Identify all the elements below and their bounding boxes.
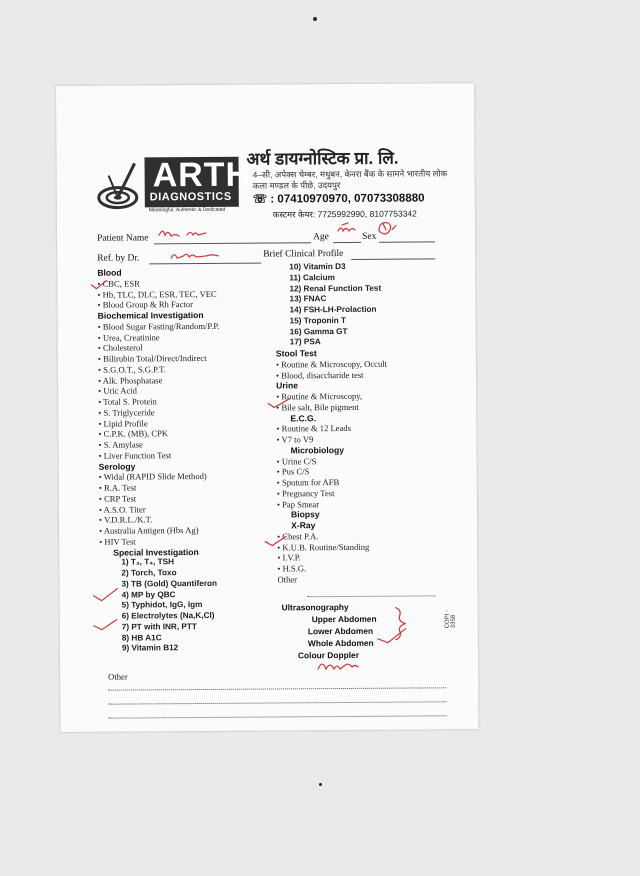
- test-item: • Hb, TLC, DLC, ESR, TEC, VEC: [97, 288, 219, 300]
- section-heading: Biochemical Investigation: [97, 309, 204, 321]
- test-item: • Routine & 12 Leads: [276, 423, 387, 435]
- test-item: • Blood, disaccharide test: [276, 369, 387, 381]
- test-item: • S. Amylase: [98, 439, 220, 451]
- section-heading: Serology: [98, 460, 136, 472]
- test-item: 11) Calcium: [289, 272, 335, 283]
- test-item: • V7 to V9: [276, 434, 387, 446]
- test-item: 2) Torch, Toxo: [121, 568, 177, 578]
- test-item: 5) Typhidot, IgG, Igm: [121, 600, 203, 610]
- usg-lower-abdomen: Lower Abdomen: [307, 625, 374, 637]
- phone-numbers: ☏ : 07410970970, 07073308880: [252, 192, 425, 206]
- test-item: • Bile salt, Bile pigment: [276, 401, 387, 413]
- other-label: Other: [108, 671, 128, 682]
- sex-circle-mark: [379, 223, 396, 234]
- other-line-3: [108, 715, 446, 718]
- usg-title: Ultrasonography: [281, 601, 349, 613]
- speck: [319, 783, 322, 786]
- ref-by-line: [149, 263, 261, 265]
- sex-label: Sex: [362, 231, 377, 242]
- sex-line: [379, 241, 435, 242]
- test-item: • Blood Sugar Fasting/Random/P.P.: [98, 321, 220, 333]
- section-heading: Biopsy: [290, 509, 320, 520]
- test-item: 16) Gamma GT: [289, 326, 348, 336]
- section-heading: Stool Test: [275, 348, 317, 359]
- test-item: • Alk. Phosphatase: [98, 374, 220, 386]
- arth-logo: [97, 155, 252, 222]
- age-label: Age: [313, 232, 329, 243]
- section-heading: Special Investigation: [113, 546, 199, 558]
- ref-by-label: Ref. by Dr.: [97, 253, 140, 264]
- test-item: Other: [277, 574, 298, 585]
- brand-sub: DIAGNOSTICS: [149, 190, 232, 204]
- usg-upper-abdomen: Upper Abdomen: [311, 613, 377, 625]
- speck: [313, 17, 317, 21]
- test-item: 3) TB (Gold) Quantiferon: [121, 578, 218, 589]
- left-test-list: [97, 267, 221, 655]
- other-line-2: [108, 701, 446, 704]
- test-item: • Widal (RAPID Slide Method): [99, 471, 221, 483]
- hindi-company-name: अर्थ डायग्नोस्टिक प्रा. लि.: [246, 148, 399, 169]
- section-heading: Microbiology: [290, 444, 345, 456]
- test-item: • S.G.O.T., S.G.P.T.: [98, 364, 220, 376]
- test-item: • Pap Smear: [277, 498, 388, 510]
- patient-name-label: Patient Name: [97, 233, 149, 244]
- test-item: 1) T₃, T₄, TSH: [121, 557, 175, 567]
- test-item: • Australia Antigen (Hbs Ag): [99, 525, 221, 537]
- test-item: • I.V.P.: [277, 552, 388, 564]
- test-item: • Chest P.A.: [277, 530, 388, 542]
- customer-care: कस्टमर केयर: 7725992990, 8107753342: [272, 208, 417, 220]
- logo-emblem-icon: [97, 161, 143, 211]
- test-item: • H.S.G.: [277, 563, 388, 575]
- test-item: • Bilirubin Total/Direct/Indirect: [98, 353, 220, 365]
- brand-main: ARTH: [152, 155, 252, 195]
- test-item: • Cholesterol: [98, 342, 220, 354]
- age-scribble: [338, 223, 355, 231]
- patient-name-scribble: [159, 231, 206, 236]
- test-item: • C.P.K. (MB), CPK: [98, 428, 220, 440]
- test-item: • K.U.B. Routine/Standing: [277, 541, 388, 553]
- test-item: • Total S. Protein: [98, 396, 220, 408]
- usg-whole-abdomen: Whole Abdomen: [307, 637, 374, 649]
- clinical-profile-line: [351, 258, 435, 260]
- other-dots: [308, 595, 436, 597]
- usg-colour-doppler: Colour Doppler: [297, 649, 359, 661]
- section-heading: Blood: [97, 267, 122, 278]
- test-item: • Lipid Profile: [98, 417, 220, 429]
- test-item: • S. Triglyceride: [98, 407, 220, 419]
- test-item: • Pus C/S: [277, 466, 388, 478]
- section-heading: X-Ray: [291, 520, 316, 531]
- hindi-address: 4–सी, अपेक्स चेम्बर, मधुबन, केनरा बैंक के सामने भारतीय लोक कला मण्डल के पीछे, उदयपुर: [252, 168, 448, 191]
- test-item: 4) MP by QBC: [121, 589, 176, 600]
- test-item: • Urea, Creatinine: [98, 331, 220, 343]
- test-item: 7) PT with INR, PTT: [121, 621, 197, 632]
- test-item: • Routine & Microscopy,: [276, 391, 387, 403]
- test-item: • CBC, ESR: [97, 278, 219, 290]
- test-item: 10) Vitamin D3: [289, 261, 346, 272]
- refby-scribble: [171, 254, 218, 258]
- other-line-1: [108, 687, 446, 690]
- test-item: 8) HB A1C: [121, 632, 162, 643]
- usg-tick-icon: [378, 629, 406, 643]
- test-item: 17) PSA: [289, 337, 321, 347]
- test-item: 13) FNAC: [289, 294, 327, 304]
- test-item: • Pregnancy Test: [277, 487, 388, 499]
- section-heading: Urine: [276, 380, 299, 391]
- test-item: • Urine C/S: [277, 455, 388, 467]
- test-item: • CRP Test: [99, 493, 221, 505]
- test-item: • V.D.R.L./K.T.: [99, 514, 221, 526]
- copy-code: COPI - 3358: [444, 609, 457, 629]
- test-item: • Sputum for AFB: [277, 477, 388, 489]
- brand-tagline: Meaningful, Authentic & Dedicated: [148, 206, 226, 214]
- test-item: 14) FSH-LH-Prolaction: [289, 304, 377, 315]
- section-heading: E.C.G.: [290, 412, 317, 423]
- test-item: 9) Vitamin B12: [121, 643, 179, 653]
- clinical-profile-label: Brief Clinical Profile: [263, 248, 344, 260]
- prescription-form: [56, 83, 478, 732]
- test-item: 12) Renal Function Test: [289, 283, 382, 293]
- test-item: • Uric Acid: [98, 385, 220, 397]
- patient-name-line: [154, 242, 311, 244]
- test-item: • Routine & Microscopy, Occult: [276, 358, 387, 370]
- test-item: • HIV Test: [99, 536, 221, 548]
- test-item: • A.S.O. Titer: [99, 503, 221, 515]
- right-test-list: [275, 262, 388, 585]
- test-item: • Blood Group & Rh Factor: [97, 299, 219, 311]
- test-item: • R.A. Test: [99, 482, 221, 494]
- age-line: [333, 242, 361, 243]
- signature-scribble: [318, 664, 358, 669]
- logo-box: [145, 155, 252, 208]
- usg-brace-mark: [396, 608, 406, 640]
- test-item: 6) Electrolytes (Na,K,Cl): [121, 610, 215, 621]
- test-item: 15) Troponin T: [289, 315, 347, 326]
- test-item: • Liver Function Test: [99, 450, 221, 462]
